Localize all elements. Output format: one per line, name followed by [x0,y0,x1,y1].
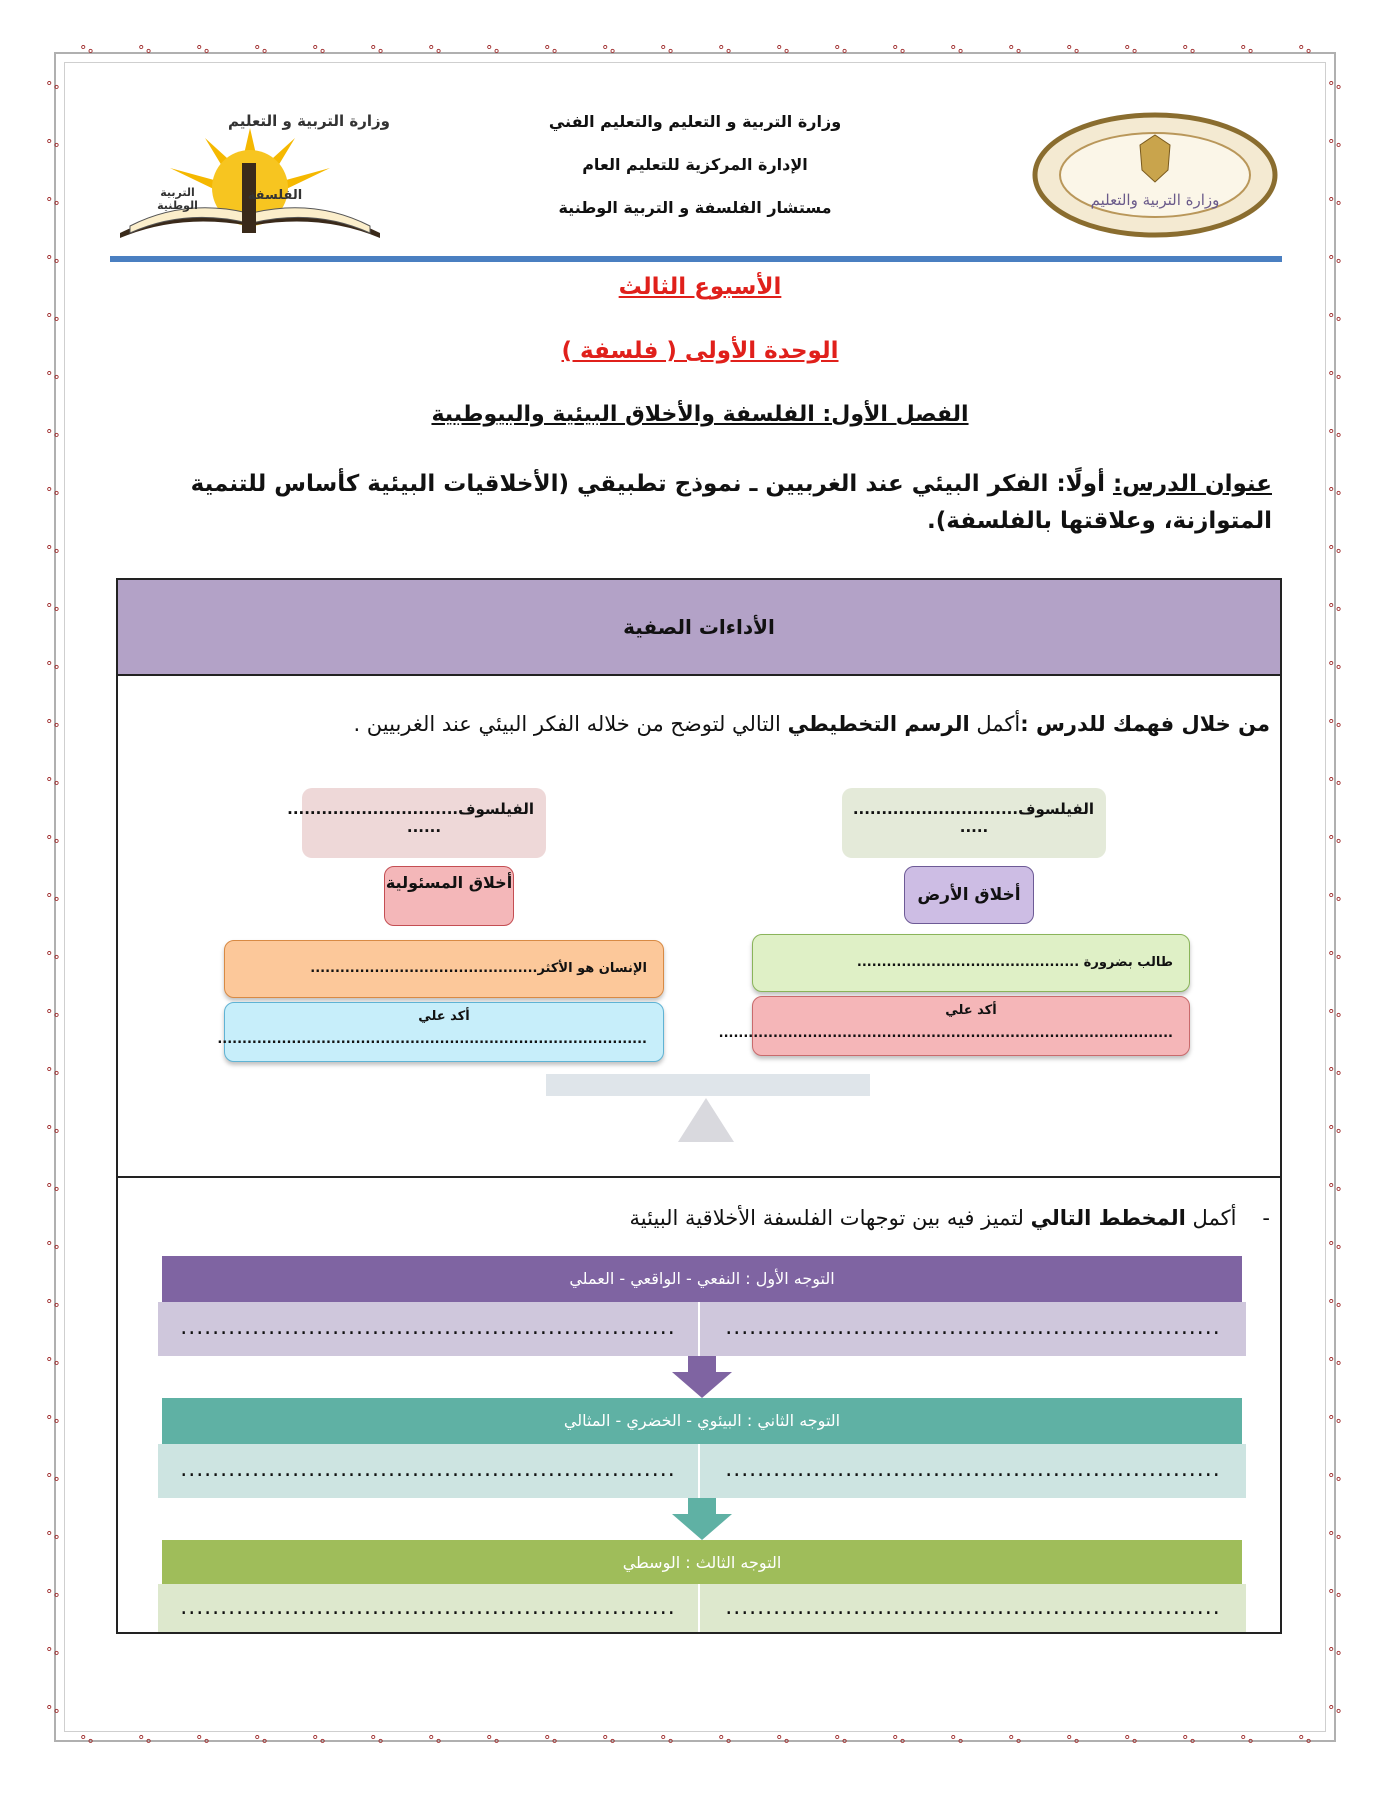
border-ornament-icon: °∘ [718,1734,733,1749]
border-ornament-icon: °∘ [1328,718,1343,733]
border-ornament-icon: °∘ [46,776,61,791]
trend-1-down-arrow [672,1356,732,1398]
border-ornament-icon: °∘ [46,834,61,849]
border-ornament-icon: °∘ [428,44,443,59]
border-ornament-icon: °∘ [1328,1240,1343,1255]
q2-text-1: أكمل [1185,1206,1237,1230]
border-ornament-icon: °∘ [602,44,617,59]
border-ornament-icon: °∘ [80,1734,95,1749]
border-ornament-icon: °∘ [1328,1298,1343,1313]
border-ornament-icon: °∘ [138,1734,153,1749]
border-ornament-icon: °∘ [46,950,61,965]
right-philosopher-cont: ..... [959,818,989,836]
border-ornament-icon: °∘ [1328,1124,1343,1139]
header-rule [110,256,1282,262]
right-pill-2-title: أكد علي [945,1003,997,1018]
border-ornament-icon: °∘ [46,1588,61,1603]
border-ornament-icon: °∘ [46,254,61,269]
border-ornament-icon: °∘ [776,1734,791,1749]
left-pill-1: الإنسان هو الأكثر.............................................. [224,940,664,998]
lesson-text: أولًا: الفكر البيئي عند الغربيين ـ نموذج تطبيقي (الأخلاقيات البيئية كأساس للتنمية المتوازنة، وعلاقتها بالفلسفة). [190,471,1272,534]
right-philosopher-text: الفيلسوف............................. [852,800,1094,818]
table-header-row [118,580,1280,676]
left-pill-2-dots: ....................................................................................... [217,1032,647,1047]
border-ornament-icon: °∘ [46,138,61,153]
scale-beam [546,1074,870,1096]
border-ornament-icon: °∘ [312,44,327,59]
trend-1-answer-left[interactable]: .............................................................. [158,1302,698,1356]
unit-title: الوحدة الأولى ( فلسفة ) [561,338,839,364]
q1-bold: الرسم التخطيطي [787,712,970,736]
border-ornament-icon: °∘ [892,44,907,59]
border-ornament-icon: °∘ [1240,1734,1255,1749]
border-ornament-icon: °∘ [834,44,849,59]
table-header: الأداءات الصفية [623,615,775,639]
border-ornament-icon: °∘ [370,44,385,59]
border-ornament-icon: °∘ [370,1734,385,1749]
logo-top-text: وزارة التربية و التعليم [227,112,390,130]
border-ornament-icon: °∘ [1328,950,1343,965]
border-ornament-icon: °∘ [1328,1182,1343,1197]
border-ornament-icon: °∘ [46,370,61,385]
border-ornament-icon: °∘ [46,1182,61,1197]
border-ornament-icon: °∘ [1328,1472,1343,1487]
land-ethics-node: أخلاق الأرض [904,866,1034,924]
border-ornament-icon: °∘ [1328,486,1343,501]
border-ornament-icon: °∘ [1328,660,1343,675]
border-ornament-icon: °∘ [254,44,269,59]
border-ornament-icon: °∘ [138,44,153,59]
border-ornament-icon: °∘ [1328,602,1343,617]
right-pill-2 [718,996,1190,1056]
border-ornament-icon: °∘ [1328,1066,1343,1081]
q2-instruction [130,1206,1270,1230]
philosophy-logo [110,108,390,243]
border-ornament-icon: °∘ [602,1734,617,1749]
border-ornament-icon: °∘ [1066,1734,1081,1749]
border-ornament-icon: °∘ [660,44,675,59]
left-philosopher-box [287,788,546,858]
border-ornament-icon: °∘ [1008,44,1023,59]
border-ornament-icon: °∘ [1298,44,1313,59]
border-ornament-icon: °∘ [1328,428,1343,443]
scale-fulcrum [678,1098,734,1142]
border-ornament-icon: °∘ [46,1530,61,1545]
border-ornament-icon: °∘ [1124,1734,1139,1749]
trend-1-answer-right[interactable]: .............................................................. [700,1302,1246,1356]
border-ornament-icon: °∘ [892,1734,907,1749]
border-ornament-icon: °∘ [46,1472,61,1487]
border-ornament-icon: °∘ [46,80,61,95]
border-ornament-icon: °∘ [1328,1356,1343,1371]
border-ornament-icon: °∘ [1328,80,1343,95]
right-pill-2-dots: ............................................................................................ [718,1026,1173,1041]
border-ornament-icon: °∘ [312,1734,327,1749]
border-ornament-icon: °∘ [950,44,965,59]
trend-3-band: التوجه الثالث : الوسطي [162,1540,1242,1584]
q2-text-2: لتميز فيه بين توجهات الفلسفة الأخلاقية البيئية [629,1206,1031,1230]
border-ornament-icon: °∘ [544,1734,559,1749]
border-ornament-icon: °∘ [718,44,733,59]
border-ornament-icon: °∘ [46,1298,61,1313]
left-philosopher-text: الفيلسوف.............................. [287,800,534,818]
border-ornament-icon: °∘ [46,312,61,327]
week-title: الأسبوع الثالث [618,274,782,300]
border-ornament-icon: °∘ [46,486,61,501]
border-ornament-icon: °∘ [46,602,61,617]
border-ornament-icon: °∘ [46,1414,61,1429]
trend-3-answer-left[interactable]: .............................................................. [158,1584,698,1632]
border-ornament-icon: °∘ [1328,312,1343,327]
trend-1-band: التوجه الأول : النفعي - الواقعي - العملي [162,1256,1242,1302]
border-ornament-icon: °∘ [486,1734,501,1749]
border-ornament-icon: °∘ [544,44,559,59]
border-ornament-icon: °∘ [46,1066,61,1081]
border-ornament-icon: °∘ [1328,1008,1343,1023]
border-ornament-icon: °∘ [46,660,61,675]
trend-2-answer-right[interactable]: .............................................................. [700,1444,1246,1498]
left-pill-2 [217,1002,664,1062]
q2-bold: المخطط التالي [1030,1206,1186,1230]
border-ornament-icon: °∘ [834,1734,849,1749]
border-ornament-icon: °∘ [1328,1414,1343,1429]
border-ornament-icon: °∘ [46,1646,61,1661]
table-row-divider [118,1176,1280,1178]
border-ornament-icon: °∘ [46,1240,61,1255]
right-pill-1: طالب بضرورة ............................................. [752,934,1190,992]
border-ornament-icon: °∘ [660,1734,675,1749]
border-ornament-icon: °∘ [46,1008,61,1023]
border-ornament-icon: °∘ [1182,44,1197,59]
border-ornament-icon: °∘ [1328,1588,1343,1603]
border-ornament-icon: °∘ [196,1734,211,1749]
logo-book-right-text: الفلسفة [247,188,303,203]
svg-text:وزارة التربية والتعليم: وزارة التربية والتعليم [1090,191,1220,209]
border-ornament-icon: °∘ [46,1704,61,1719]
logo-book-left-text: التربية الوطنية [157,186,198,212]
border-ornament-icon: °∘ [46,544,61,559]
left-pill-2-title: أكد علي [418,1009,470,1024]
q2-dash: - [1262,1206,1270,1230]
q1-lead: من خلال فهمك للدرس : [1020,712,1270,736]
border-ornament-icon: °∘ [1124,44,1139,59]
border-ornament-icon: °∘ [1328,1530,1343,1545]
ministry-line: وزارة التربية و التعليم والتعليم الفني [548,112,842,131]
border-ornament-icon: °∘ [1328,892,1343,907]
border-ornament-icon: °∘ [1328,196,1343,211]
border-ornament-icon: °∘ [1328,370,1343,385]
border-ornament-icon: °∘ [1328,776,1343,791]
border-ornament-icon: °∘ [196,44,211,59]
q1-instruction [130,712,1270,736]
responsibility-ethics-node: أخلاق المسئولية [384,866,514,926]
border-ornament-icon: °∘ [428,1734,443,1749]
border-ornament-icon: °∘ [80,44,95,59]
border-ornament-icon: °∘ [1298,1734,1313,1749]
border-ornament-icon: °∘ [1328,254,1343,269]
trend-2-down-arrow [672,1498,732,1540]
border-ornament-icon: °∘ [950,1734,965,1749]
border-ornament-icon: °∘ [486,44,501,59]
department-line: الإدارة المركزية للتعليم العام [582,155,808,174]
right-philosopher-box [842,788,1106,858]
border-ornament-icon: °∘ [1328,138,1343,153]
q1-text-2: التالي لتوضح من خلاله الفكر البيئي عند الغربيين . [353,712,788,736]
border-ornament-icon: °∘ [1328,544,1343,559]
border-ornament-icon: °∘ [1066,44,1081,59]
border-ornament-icon: °∘ [1328,834,1343,849]
border-ornament-icon: °∘ [1008,1734,1023,1749]
border-ornament-icon: °∘ [46,718,61,733]
border-ornament-icon: °∘ [46,1356,61,1371]
left-philosopher-cont: ...... [406,818,442,836]
border-ornament-icon: °∘ [1240,44,1255,59]
border-ornament-icon: °∘ [46,1124,61,1139]
trend-3-answer-right[interactable]: .............................................................. [700,1584,1246,1632]
trend-2-band: التوجه الثاني : البيئوي - الخضري - المثالي [162,1398,1242,1444]
chapter-title: الفصل الأول: الفلسفة والأخلاق البيئية والبيوطبية [431,402,969,427]
lesson-title [170,466,1272,540]
counselor-line: مستشار الفلسفة و التربية الوطنية [558,198,832,217]
border-ornament-icon: °∘ [46,196,61,211]
border-ornament-icon: °∘ [776,44,791,59]
lesson-label: عنوان الدرس: [1112,471,1272,497]
ministry-seal-logo [1030,110,1280,240]
border-ornament-icon: °∘ [1182,1734,1197,1749]
q1-text-1: أكمل [969,712,1021,736]
border-ornament-icon: °∘ [1328,1646,1343,1661]
border-ornament-icon: °∘ [254,1734,269,1749]
border-ornament-icon: °∘ [1328,1704,1343,1719]
border-ornament-icon: °∘ [46,892,61,907]
trend-2-answer-left[interactable]: .............................................................. [158,1444,698,1498]
border-ornament-icon: °∘ [46,428,61,443]
